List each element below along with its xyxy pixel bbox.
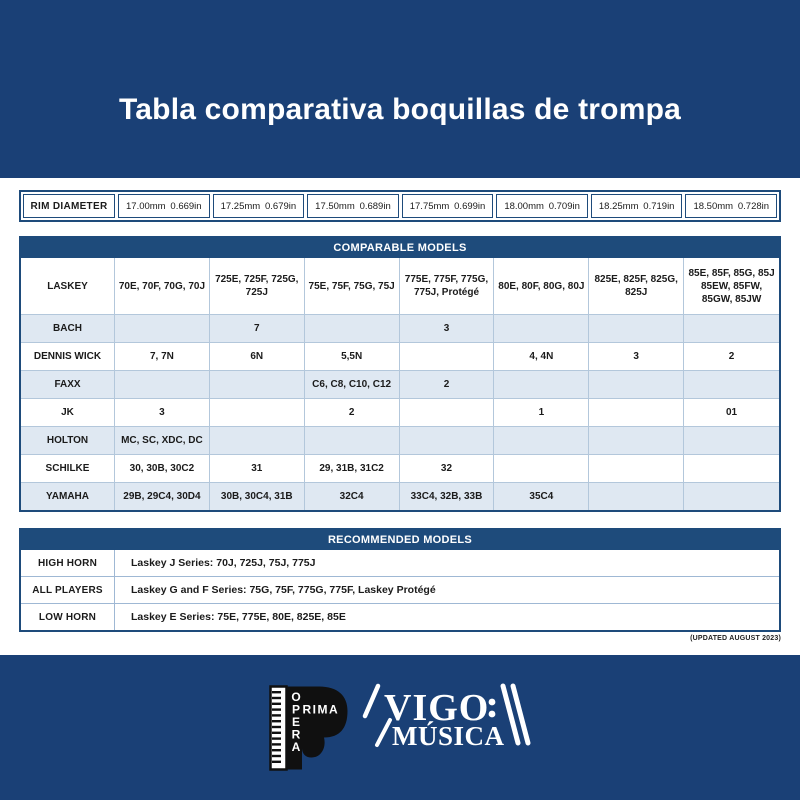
rim-diameter-label: RIM DIAMETER xyxy=(23,194,115,218)
model-cell xyxy=(589,455,684,482)
recommend-value: Laskey G and F Series: 75G, 75F, 775G, 775F, Laskey Protégé xyxy=(131,584,436,596)
comparable-models-table xyxy=(19,236,781,512)
model-cell xyxy=(494,427,589,454)
rim-mm: 17.25mm xyxy=(220,200,261,212)
brand-line1: VIGO xyxy=(383,686,489,729)
comparable-models-header: COMPARABLE MODELS xyxy=(21,238,779,258)
model-cell: 825E, 825F, 825G, 825J xyxy=(589,258,684,314)
model-cell: 31 xyxy=(210,455,305,482)
recommend-label: HIGH HORN xyxy=(21,550,115,576)
page-title: Tabla comparativa boquillas de trompa xyxy=(119,93,681,126)
title-band xyxy=(0,0,800,178)
model-cell: 2 xyxy=(400,371,495,398)
model-cell xyxy=(400,399,495,426)
model-cell: 3 xyxy=(589,343,684,370)
model-cell: 35C4 xyxy=(494,483,589,510)
brand-cell: LASKEY xyxy=(21,258,115,314)
model-cell: MC, SC, XDC, DC xyxy=(115,427,210,454)
rim-in: 0.679in xyxy=(264,200,297,212)
model-cell: 3 xyxy=(400,315,495,342)
model-cell: 3 xyxy=(115,399,210,426)
rim-in: 0.689in xyxy=(359,200,391,212)
vigo-musica-logo xyxy=(362,682,532,748)
content-sheet xyxy=(0,178,800,655)
model-cell: 775E, 775F, 775G, 775J, Protégé xyxy=(400,258,495,314)
updated-note: (UPDATED AUGUST 2023) xyxy=(690,635,781,642)
model-cell: 30B, 30C4, 31B xyxy=(210,483,305,510)
model-cell xyxy=(400,343,495,370)
model-cell xyxy=(210,371,305,398)
rim-in: 0.699in xyxy=(454,200,486,212)
table-row-schilke xyxy=(21,454,779,482)
model-cell xyxy=(684,483,779,510)
rim-mm: 18.50mm xyxy=(693,200,734,212)
rim-mm: 17.50mm xyxy=(315,200,355,212)
rim-in: 0.719in xyxy=(643,200,675,212)
model-cell xyxy=(210,399,305,426)
model-cell xyxy=(210,427,305,454)
model-cell: 30, 30B, 30C2 xyxy=(115,455,210,482)
rim-in: 0.709in xyxy=(548,200,580,212)
model-cell xyxy=(589,399,684,426)
table-row-holton xyxy=(21,426,779,454)
table-row-jk xyxy=(21,398,779,426)
model-cell: 2 xyxy=(305,399,400,426)
rim-cell xyxy=(307,194,399,218)
table-row-yamaha xyxy=(21,482,779,510)
brand-cell: HOLTON xyxy=(21,427,115,454)
model-cell: 1 xyxy=(494,399,589,426)
model-cell: C6, C8, C10, C12 xyxy=(305,371,400,398)
model-cell xyxy=(589,315,684,342)
table-row-high-horn xyxy=(21,550,779,576)
model-cell: 6N xyxy=(210,343,305,370)
brand-cell: DENNIS WICK xyxy=(21,343,115,370)
model-cell xyxy=(305,315,400,342)
recommend-value: Laskey J Series: 70J, 725J, 75J, 775J xyxy=(131,557,316,569)
model-cell: 2 xyxy=(728,351,735,362)
brand-cell: JK xyxy=(21,399,115,426)
rim-cell xyxy=(213,194,305,218)
model-cell: 85E, 85F, 85G, 85J 85EW, 85FW, 85GW, 85JW xyxy=(688,267,775,305)
recommended-models-header: RECOMMENDED MODELS xyxy=(21,530,779,550)
rim-mm: 18.00mm xyxy=(504,200,544,212)
brand-cell: FAXX xyxy=(21,371,115,398)
model-cell xyxy=(589,427,684,454)
model-cell: 75E, 75F, 75G, 75J xyxy=(305,258,400,314)
brand-cell: SCHILKE xyxy=(21,455,115,482)
opera-vertical-word xyxy=(291,690,300,754)
model-cell xyxy=(684,427,779,454)
opera-prima-piano-logo-icon xyxy=(269,685,349,771)
model-cell: 29, 31B, 31C2 xyxy=(305,455,400,482)
model-cell: 5,5N xyxy=(305,343,400,370)
svg-text:E: E xyxy=(291,714,300,729)
rim-mm: 17.75mm xyxy=(409,200,450,212)
repeat-dots-icon xyxy=(488,698,495,717)
model-cell: 29B, 29C4, 30D4 xyxy=(115,483,210,510)
rim-cell xyxy=(118,194,210,218)
rim-cell xyxy=(402,194,494,218)
model-cell: 7 xyxy=(210,315,305,342)
model-cell xyxy=(494,371,589,398)
brand-line2: MÚSICA xyxy=(391,720,505,748)
model-cell xyxy=(115,371,210,398)
model-cell: 01 xyxy=(726,407,738,418)
model-cell: 32 xyxy=(400,455,495,482)
rim-diameter-table xyxy=(19,190,781,222)
table-row-dennis-wick xyxy=(21,342,779,370)
model-cell xyxy=(684,371,779,398)
rim-cell xyxy=(591,194,683,218)
svg-text:A: A xyxy=(291,739,300,754)
rim-mm: 18.25mm xyxy=(598,200,639,212)
rim-in: 0.728in xyxy=(737,200,770,212)
svg-text:P: P xyxy=(291,702,300,716)
model-cell: 4, 4N xyxy=(494,343,589,370)
model-cell: 7, 7N xyxy=(115,343,210,370)
table-row-low-horn xyxy=(21,603,779,630)
recommend-value: Laskey E Series: 75E, 775E, 80E, 825E, 85E xyxy=(131,611,346,623)
brand-cell: YAMAHA xyxy=(21,483,115,510)
rim-cell xyxy=(496,194,588,218)
svg-text:O: O xyxy=(290,689,301,704)
model-cell xyxy=(589,371,684,398)
recommended-models-table xyxy=(19,528,781,632)
footer-band xyxy=(0,655,800,800)
model-cell xyxy=(684,315,779,342)
recommend-label: LOW HORN xyxy=(21,604,115,630)
rim-cell xyxy=(685,194,777,218)
prima-horizontal-word: RIMA xyxy=(302,702,339,716)
model-cell: 80E, 80F, 80G, 80J xyxy=(494,258,589,314)
recommend-label: ALL PLAYERS xyxy=(21,577,115,603)
rim-mm: 17.00mm xyxy=(126,200,166,212)
model-cell xyxy=(589,483,684,510)
model-cell xyxy=(305,427,400,454)
svg-text:R: R xyxy=(291,727,300,741)
table-row-bach xyxy=(21,314,779,342)
model-cell: 32C4 xyxy=(305,483,400,510)
brand-cell: BACH xyxy=(21,315,115,342)
model-cell: 725E, 725F, 725G, 725J xyxy=(210,258,305,314)
model-cell xyxy=(494,455,589,482)
table-row-faxx xyxy=(21,370,779,398)
table-row-laskey xyxy=(21,258,779,314)
model-cell xyxy=(115,315,210,342)
model-cell xyxy=(400,427,495,454)
rim-in: 0.669in xyxy=(170,200,202,212)
table-row-all-players xyxy=(21,576,779,603)
model-cell xyxy=(684,455,779,482)
model-cell xyxy=(494,315,589,342)
model-cell: 33C4, 32B, 33B xyxy=(400,483,495,510)
model-cell: 70E, 70F, 70G, 70J xyxy=(115,258,210,314)
logo-lockup-row xyxy=(269,682,532,774)
